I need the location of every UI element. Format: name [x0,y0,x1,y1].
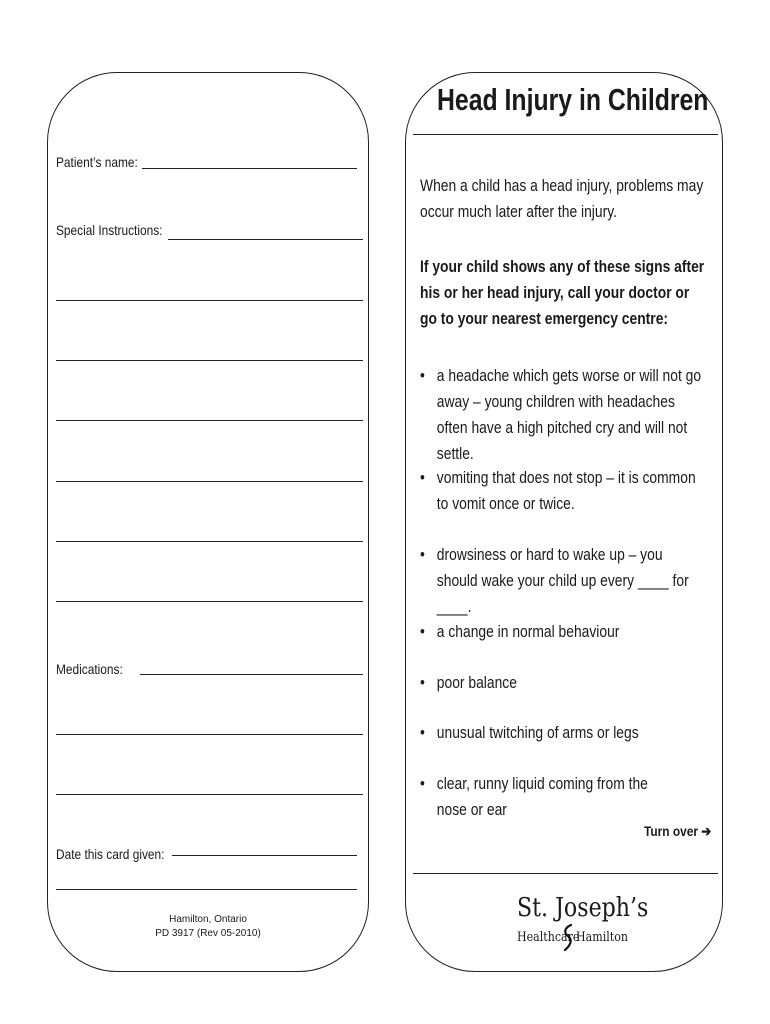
patient-name-label: Patient’s name: [56,154,138,170]
footer-divider [413,873,718,874]
list-item: • a headache which gets worse or will not go away – young children with headaches often have a high pitched cry and will not settle. [420,363,706,467]
patient-info-card [47,72,369,972]
title-divider [413,134,718,135]
patient-name-line[interactable] [142,168,357,169]
logo-mark-icon [562,924,574,957]
divider [56,889,357,890]
footer-location: Hamilton, Ontario [169,914,247,925]
list-item: • vomiting that does not stop – it is common to vomit once or twice. [420,465,706,517]
logo-hamilton: Hamilton [576,930,628,945]
list-item-text: vomiting that does not stop – it is common to vomit once or twice. [436,469,696,513]
medications-line[interactable] [56,734,363,735]
list-item: • clear, runny liquid coming from the nose or ear [420,771,672,823]
date-given-label: Date this card given: [56,846,165,862]
list-item-text: clear, runny liquid coming from the nose or ear [436,775,648,819]
logo-name: St. Joseph’s [517,893,649,923]
list-item-text: a change in normal behaviour [436,623,620,641]
list-item: • drowsiness or hard to wake up – you should wake your child up every ____ for ____. [420,542,706,620]
turn-over-link[interactable]: Turn over ➔ [644,823,712,839]
medications-label: Medications: [56,661,123,677]
instructions-line[interactable] [56,360,363,361]
list-item: • unusual twitching of arms or legs [420,720,706,746]
medications-line[interactable] [56,794,363,795]
list-item-text: a headache which gets worse or will not go away – young children with headaches often have a high pitched cry and will not settle. [436,367,702,463]
instructions-line[interactable] [56,481,363,482]
special-instructions-line[interactable] [168,239,363,240]
footer-form-code: PD 3917 (Rev 05-2010) [155,928,261,939]
list-item-text: poor balance [436,674,517,692]
list-item-text: drowsiness or hard to wake up – you should wake your child up every ____ for ____. [436,546,689,616]
instructions-line[interactable] [56,601,363,602]
warning-text: If your child shows any of these signs after his or her head injury, call your doctor or go to your nearest emergency centre: [420,258,705,328]
instructions-line[interactable] [56,300,363,301]
intro-text: When a child has a head injury, problems may occur much later after the injury. [420,177,704,221]
special-instructions-label: Special Instructions: [56,222,163,238]
list-item: • poor balance [420,670,706,696]
date-given-line[interactable] [172,855,357,856]
medications-line[interactable] [140,674,363,675]
list-item-text: unusual twitching of arms or legs [436,724,639,742]
page-title: Head Injury in Children [437,82,709,117]
instructions-line[interactable] [56,541,363,542]
logo-healthcare: Healthcare [517,930,580,945]
list-item: • a change in normal behaviour [420,619,706,645]
instructions-line[interactable] [56,420,363,421]
